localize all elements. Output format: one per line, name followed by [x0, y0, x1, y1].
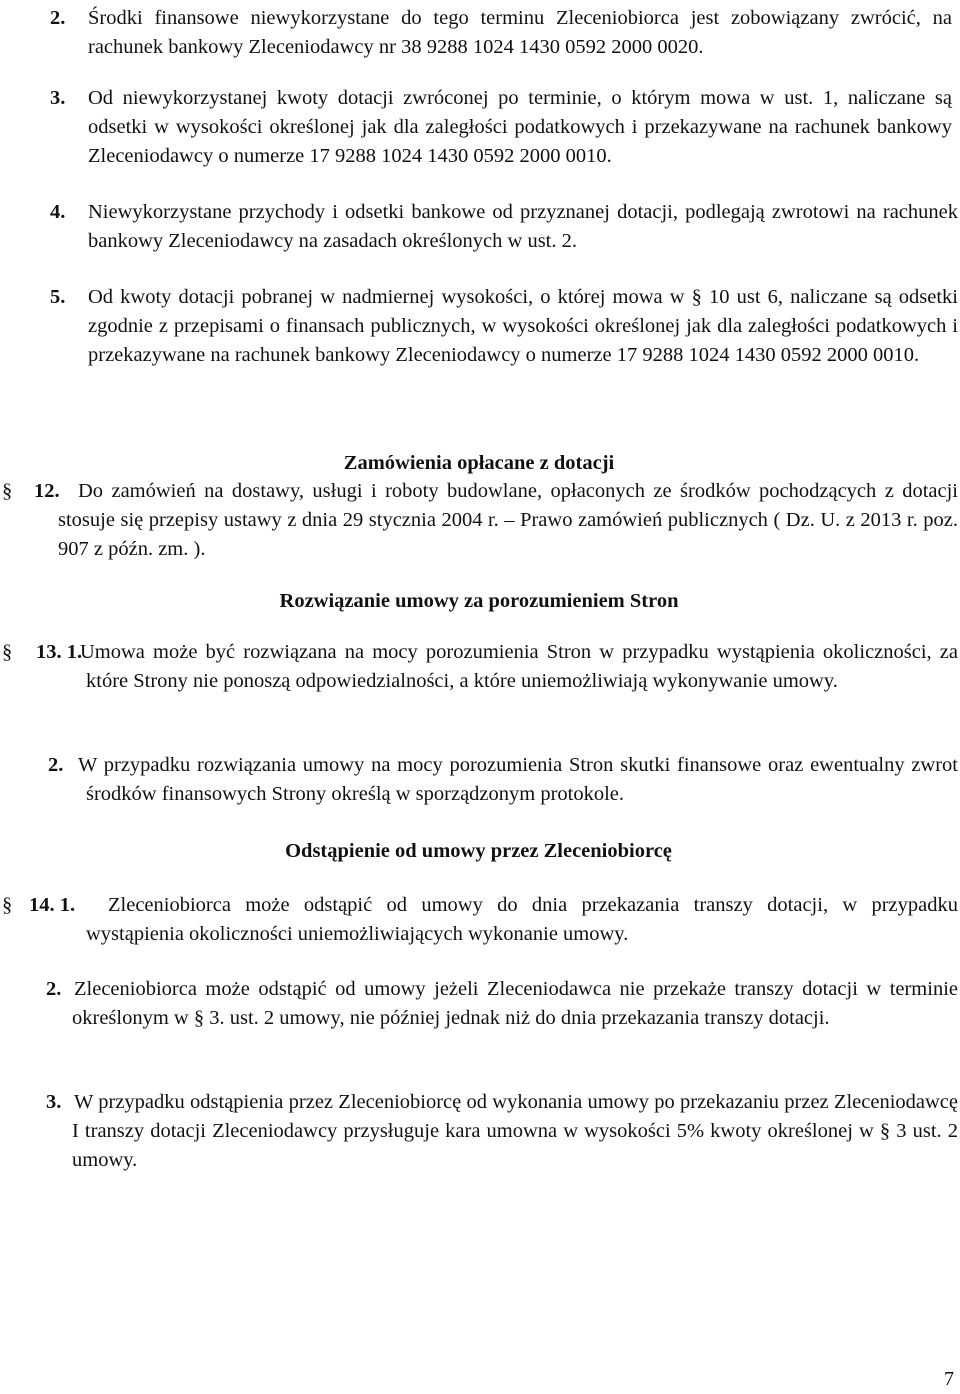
paragraph-text: Środki finansowe niewykorzystane do tego terminu Zleceniobiorca jest zobowiązany zwrócić, na rachunek bankowy Zleceniodawcy nr 38 9288 1024 1430 0592 2000 0020. [88, 7, 952, 58]
section-12 [0, 477, 958, 564]
paragraph-number: 3. [50, 87, 66, 109]
paragraph-number: 5. [50, 286, 66, 308]
heading-text: Zamówienia opłacane z dotacji [343, 452, 615, 474]
heading-text: Odstąpienie od umowy przez Zleceniobiorcę [285, 840, 672, 862]
paragraph-2 [50, 4, 952, 62]
paragraph-text: W przypadku rozwiązania umowy na mocy porozumienia Stron skutki finansowe oraz ewentualny zwrot środków finansowych Strony określą w sporządzonym protokole. [78, 754, 958, 805]
paragraph-number: 2. [50, 7, 66, 29]
section-text: Zleceniobiorca może odstąpić od umowy do dnia przekazania transzy dotacji, w przypadku wystąpienia okoliczności uniemożliwiających wykonanie umowy. [86, 894, 958, 945]
paragraph-5 [50, 283, 958, 370]
section-number: 13. 1. [36, 641, 83, 663]
paragraph-number: 2. [46, 978, 62, 1000]
paragraph-number: 4. [50, 201, 66, 223]
section-heading-zamowienia [0, 449, 960, 478]
paragraph-text: Zleceniobiorca może odstąpić od umowy jeżeli Zleceniodawca nie przekaże transzy dotacji w terminie określonym w § 3. ust. 2 umowy, nie później jednak niż do dnia przekazania transzy dotacji. [72, 978, 958, 1029]
paragraph-text: Niewykorzystane przychody i odsetki bankowe od przyznanej dotacji, podlegają zwrotowi na rachunek bankowy Zleceniodawcy na zasadach określonych w ust. 2. [88, 201, 958, 252]
paragraph-4 [50, 198, 958, 256]
section-text: Do zamówień na dostawy, usługi i roboty budowlane, opłaconych ze środków pochodzących z dotacji stosuje się przepisy ustawy z dnia 29 stycznia 2004 r. – Prawo zamówień publicznych ( Dz. U. z 2013 r. poz. 907 z późn. zm. ). [58, 480, 958, 560]
section-14-2 [46, 975, 958, 1033]
page-number: 7 [944, 1368, 954, 1390]
paragraph-text: Od niewykorzystanej kwoty dotacji zwróconej po terminie, o którym mowa w ust. 1, naliczane są odsetki w wysokości określonej jak dla zaległości podatkowych i przekazywane na rachunek bankowy Zleceniodawcy o numerze 17 9288 1024 1430 0592 2000 0010. [88, 87, 952, 167]
paragraph-3 [50, 84, 952, 171]
section-number: 14. 1. [29, 894, 76, 916]
heading-text: Rozwiązanie umowy za porozumieniem Stron [279, 590, 679, 612]
section-13-1 [0, 638, 958, 696]
section-heading-odstapienie [0, 837, 960, 866]
section-number: 12. [34, 480, 60, 502]
section-sign: § [2, 641, 13, 663]
paragraph-number: 3. [46, 1091, 62, 1113]
section-sign: § [2, 480, 13, 502]
paragraph-text: W przypadku odstąpienia przez Zleceniobiorcę od wykonania umowy po przekazaniu przez Zleceniodawcę I transzy dotacji Zleceniodawcy przysługuje kara umowna w wysokości 5% kwoty określonej w § 3 ust. 2 umowy. [72, 1091, 958, 1171]
section-heading-rozwiazanie [0, 587, 960, 616]
paragraph-number: 2. [48, 754, 64, 776]
section-13-2 [48, 751, 958, 809]
section-14-1 [0, 891, 958, 949]
section-sign: § [2, 894, 13, 916]
section-14-3 [46, 1088, 958, 1175]
paragraph-text: Od kwoty dotacji pobranej w nadmiernej wysokości, o której mowa w § 10 ust 6, naliczane są odsetki zgodnie z przepisami o finansach publicznych, w wysokości określonej jak dla zaległości podatkowych i przekazywane na rachunek bankowy Zleceniodawcy o numerze 17 9288 1024 1430 0592 2000 0010. [88, 286, 958, 366]
section-text: Umowa może być rozwiązana na mocy porozumienia Stron w przypadku wystąpienia okoliczności, za które Strony nie ponoszą odpowiedzialności, a które uniemożliwiają wykonywanie umowy. [80, 641, 958, 692]
